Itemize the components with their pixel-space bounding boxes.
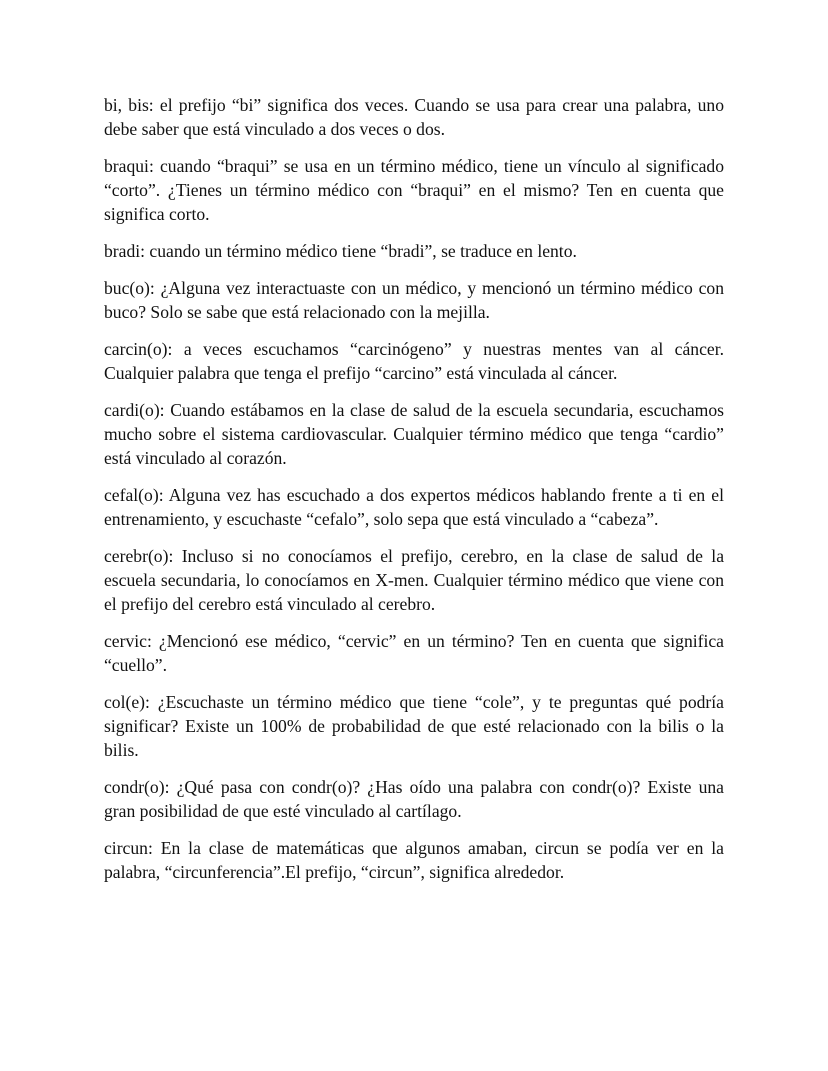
document-page <box>104 93 724 897</box>
entry-bi: bi, bis: el prefijo “bi” significa dos veces. Cuando se usa para crear una palabra, uno debe saber que está vinculado a dos veces o dos. <box>104 95 724 139</box>
entry-carcin: carcin(o): a veces escuchamos “carcinógeno” y nuestras mentes van al cáncer. Cualquier palabra que tenga el prefijo “carcino” está vinculada al cáncer. <box>104 339 724 383</box>
entry-bradi: bradi: cuando un término médico tiene “bradi”, se traduce en lento. <box>104 241 577 261</box>
entry-condr: condr(o): ¿Qué pasa con condr(o)? ¿Has oído una palabra con condr(o)? Existe una gran posibilidad de que esté vinculado al cartílago. <box>104 777 724 821</box>
entry-cerebr: cerebr(o): Incluso si no conocíamos el prefijo, cerebro, en la clase de salud de la escuela secundaria, lo conocíamos en X-men. Cualquier término médico que viene con el prefijo del cerebro está vinculado al cerebro. <box>104 546 724 614</box>
entry-col: col(e): ¿Escuchaste un término médico que tiene “cole”, y te preguntas qué podría significar? Existe un 100% de probabilidad de que esté relacionado con la bilis o la bilis. <box>104 692 724 760</box>
entry-cefal: cefal(o): Alguna vez has escuchado a dos expertos médicos hablando frente a ti en el entrenamiento, y escuchaste “cefalo”, solo sepa que está vinculado a “cabeza”. <box>104 485 724 529</box>
entry-cervic: cervic: ¿Mencionó ese médico, “cervic” en un término? Ten en cuenta que significa “cuello”. <box>104 631 724 675</box>
entry-circun: circun: En la clase de matemáticas que algunos amaban, circun se podía ver en la palabra, “circunferencia”.El prefijo, “circun”, significa alrededor. <box>104 838 724 882</box>
entry-buc: buc(o): ¿Alguna vez interactuaste con un médico, y mencionó un término médico con buco? Solo se sabe que está relacionado con la mejilla. <box>104 278 724 322</box>
entry-cardi: cardi(o): Cuando estábamos en la clase de salud de la escuela secundaria, escuchamos mucho sobre el sistema cardiovascular. Cualquier término médico que tenga “cardio” está vinculado al corazón. <box>104 400 724 468</box>
entry-braqui: braqui: cuando “braqui” se usa en un término médico, tiene un vínculo al significado “corto”. ¿Tienes un término médico con “braqui” en el mismo? Ten en cuenta que significa corto. <box>104 156 724 224</box>
